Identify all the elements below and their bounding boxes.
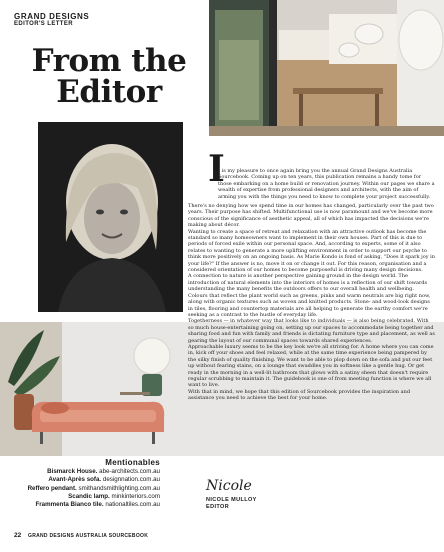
editor-portrait-illustration — [38, 122, 183, 312]
mentionable-item — [14, 476, 160, 484]
body-paragraph: Approachable luxury seems to be the key look we're all striving for. A home where you can come in, kick off your shoes and feel relaxed, while at the same time experience being pampered by the silky finish of quality finishing. We want to be able to plop down on the sofa and put our feet up without fearing stains, on a lounge that swaddles you in softness like a gentle hug. Or get ready in the morning in a well-lit bathroom that glows with a satiny sheen that doesn't require regular scrubbing to maintain it. The guidebook is one of from meeting function is where we all want to live. — [188, 343, 434, 389]
body-main — [188, 203, 435, 402]
body-paragraph: Wanting to create a space of retreat and relaxation with an attractive outlook has become the standard so many homeowners want to implement in their own houses. Part of this is due to periods of forced exile within our personal space. And, according to experts, some of it also relates to wanting to generate a more uplifting environment in order to support our psyche to think more positively on an ongoing basis. As Marie Kondo is fond of asking, "Does it spark joy in your life?" If the answer is no, move it on or change it out. For this reason, organisation and a considered orientation of our homes to become purposeful is driving many design decisions. — [188, 228, 435, 274]
mentionables-title: Mentionables — [105, 458, 160, 467]
publication-title: GRAND DESIGNS AUSTRALIA SOURCEBOOK — [28, 533, 149, 539]
mentionable-item — [14, 485, 160, 493]
mentionable-source[interactable]: abe-architects.com.au — [99, 468, 160, 475]
signature-name: NICOLE MULLOY — [206, 497, 257, 503]
mentionable-item — [14, 493, 160, 501]
mentionable-source[interactable]: smithandsmithlighting.com.au — [78, 484, 160, 492]
furniture-illustration — [0, 322, 186, 456]
editor-portrait — [38, 122, 183, 312]
page-headline — [14, 43, 204, 110]
mentionable-source[interactable]: minkinteriors.com — [111, 492, 160, 500]
mentionable-item — [14, 501, 160, 509]
body-paragraph: A connection to nature is another perspective gaining ground in the design world. The introduction of natural elements into the interiors of homes is a reflection of our shift towards understanding the many benefits the outdoors offers to our overall health and wellbeing. Colours that reflect the plant world such as greens, pinks and warm neutrals are big right now, along with organic textures such as woven and knitted products. Stone- and wood-look designs in tiles, flooring and countertop materials are all helping to generate the earthy comfort we're seeking as a contrast to the hustle of everyday life. — [188, 273, 431, 318]
body-paragraph: With that in mind, we hope that this edition of Sourcebook provides the inspiration and assistance you need to achieve the best for your home. — [188, 388, 411, 402]
interior-photo-illustration — [209, 0, 444, 136]
mentionable-name: Avant-Après sofa. — [48, 476, 102, 484]
mentionable-item — [14, 468, 160, 476]
mentionable-name: Frammenta Bianco tile. — [35, 501, 104, 509]
interior-photo — [209, 0, 444, 136]
section-label: EDITOR'S LETTER — [14, 21, 73, 27]
headline-line-1: From the — [31, 43, 187, 79]
mentionable-source[interactable]: nationaltiles.com.au — [105, 501, 160, 509]
body-paragraph: There's no denying how we spend time in our homes has changed, particularly over the past two years. Their purpose has shifted. Multifunctional use is now paramount and we've become more conscious of the significance of aesthetic appeal, all of which has impacted the decisions we're making about décor. — [188, 203, 434, 229]
mentionable-source[interactable]: designnation.com.au — [102, 476, 160, 484]
body-paragraph: Togetherness — in whatever way that looks like to individuals — is also being celebrated. With so much house-entertaining going on, setting up our spaces to accommodate being together and sharing food and fun with family and friends is dictating furniture type and placement, as well as gearing the layout of our communal spaces towards shared experiences. — [188, 318, 435, 344]
page-number: 22 — [14, 532, 22, 539]
mentionable-name: Reffero pendant. — [27, 484, 77, 492]
mentionable-name: Bismarck House. — [47, 468, 98, 475]
headline-line-2: Editor — [56, 74, 162, 110]
body-intro — [218, 168, 435, 200]
signature-script: Nicole — [206, 478, 252, 494]
mentionables-list — [14, 468, 160, 509]
mentionable-name: Scandic lamp. — [68, 492, 110, 500]
brand-name: GRAND DESIGNS — [14, 12, 90, 21]
signature-role: EDITOR — [206, 504, 230, 510]
furniture-collage — [0, 322, 186, 456]
body-paragraph: t is my pleasure to once again bring you the annual Grand Designs Australia Sourcebook. Coming up on ten years, this publication remains a handy tome for those embarking on a home build or renovation journey. Within our pages we share a wealth of expertise from professional designers and architects, with the aim of arming you with the things you need to know to complete your project successfully. — [218, 168, 435, 200]
drop-cap: I — [208, 148, 225, 190]
